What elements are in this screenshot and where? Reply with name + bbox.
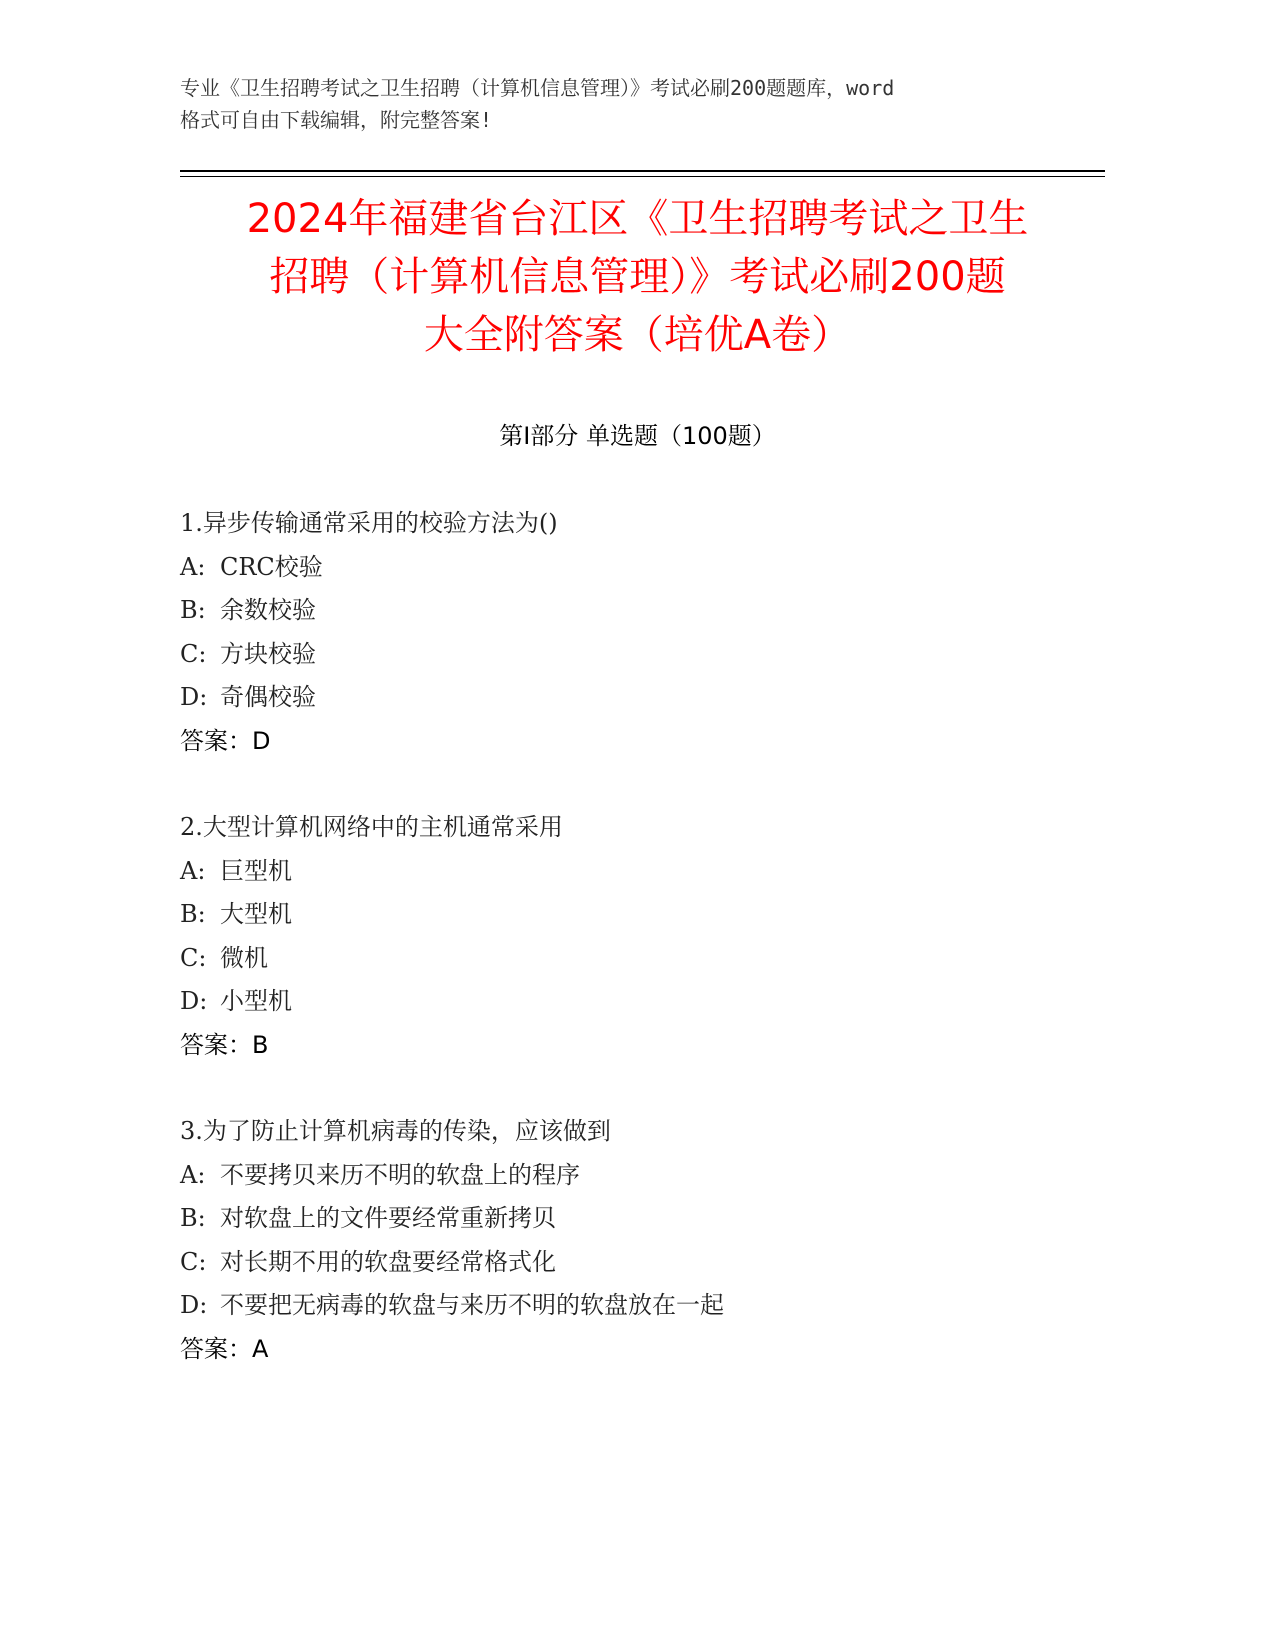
option-letter: C: — [180, 639, 207, 668]
option-c — [180, 937, 1100, 981]
option-letter: D: — [180, 987, 208, 1015]
option-d — [180, 1284, 1100, 1328]
option-letter: A: — [180, 1160, 206, 1189]
option-b — [180, 589, 1100, 633]
answer: 答案：B — [180, 1030, 269, 1059]
question-stem: 2.大型计算机网络中的主机通常采用 — [180, 813, 563, 841]
option-text: 方块校验 — [220, 639, 316, 668]
option-text: CRC校验 — [220, 552, 323, 581]
option-letter: B: — [180, 1204, 206, 1232]
answer: 答案：D — [180, 726, 271, 755]
option-d — [180, 676, 1100, 720]
document-title — [160, 190, 1115, 364]
header-divider-thick — [180, 170, 1105, 172]
option-letter: B: — [180, 900, 206, 928]
question-3 — [180, 1110, 1100, 1371]
header-note-line-1: 专业《卫生招聘考试之卫生招聘（计算机信息管理）》考试必刷200题题库，word — [180, 76, 895, 100]
option-a — [180, 546, 1100, 590]
option-text: 不要拷贝来历不明的软盘上的程序 — [220, 1160, 580, 1189]
header-note-line-2: 格式可自由下载编辑，附完整答案! — [180, 108, 493, 132]
option-a — [180, 850, 1100, 894]
option-letter: B: — [180, 596, 206, 624]
question-stem: 3.为了防止计算机病毒的传染，应该做到 — [180, 1117, 611, 1145]
option-text: 小型机 — [220, 987, 292, 1015]
section-heading: 第Ⅰ部分 单选题（100题） — [499, 422, 776, 450]
question-list — [180, 502, 1100, 1414]
option-b — [180, 893, 1100, 937]
option-c — [180, 1241, 1100, 1285]
question-2 — [180, 806, 1100, 1067]
option-c — [180, 633, 1100, 677]
option-text: 对软盘上的文件要经常重新拷贝 — [220, 1204, 556, 1232]
answer: 答案：A — [180, 1334, 269, 1363]
question-stem: 1.异步传输通常采用的校验方法为() — [180, 509, 558, 537]
question-1 — [180, 502, 1100, 763]
option-text: 对长期不用的软盘要经常格式化 — [220, 1247, 556, 1276]
option-text: 大型机 — [220, 900, 292, 928]
option-letter: D: — [180, 1291, 208, 1319]
option-b — [180, 1197, 1100, 1241]
header-note — [180, 72, 1080, 136]
document-title-line-3: 大全附答案（培优A卷） — [423, 312, 852, 358]
option-a — [180, 1154, 1100, 1198]
option-text: 奇偶校验 — [220, 683, 316, 711]
option-text: 余数校验 — [220, 596, 316, 624]
document-title-line-1: 2024年福建省台江区《卫生招聘考试之卫生 — [246, 196, 1029, 242]
option-text: 巨型机 — [220, 856, 292, 885]
option-d — [180, 980, 1100, 1024]
document-title-line-2: 招聘（计算机信息管理）》考试必刷200题 — [269, 254, 1006, 300]
option-text: 不要把无病毒的软盘与来历不明的软盘放在一起 — [220, 1291, 724, 1319]
option-letter: A: — [180, 552, 206, 581]
option-text: 微机 — [220, 943, 268, 972]
option-letter: A: — [180, 856, 206, 885]
option-letter: C: — [180, 1247, 207, 1276]
option-letter: C: — [180, 943, 207, 972]
option-letter: D: — [180, 683, 208, 711]
header-divider-thin — [180, 176, 1105, 177]
